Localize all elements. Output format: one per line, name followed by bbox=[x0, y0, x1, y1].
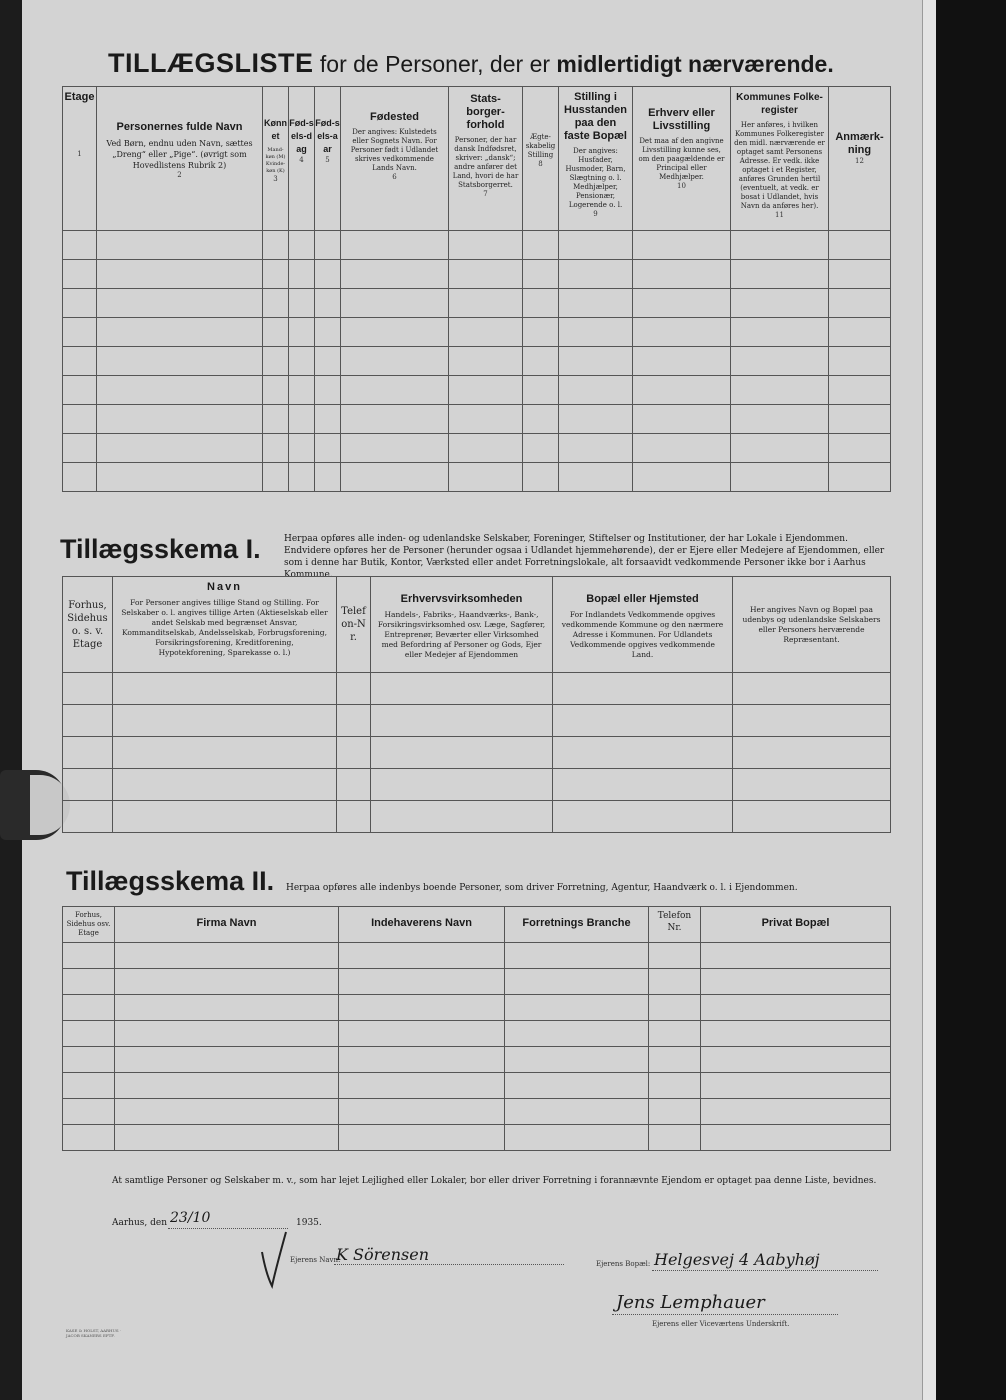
skema1-col-repraesentant: Her angives Navn og Bopæl paa udenbys og udenlandske Selskabers eller Personers herværende Repræsentant. bbox=[733, 577, 891, 673]
col-foedselsaar: Fød-sels-aar 5 bbox=[315, 87, 341, 231]
date-handwritten: 23/10 bbox=[170, 1210, 211, 1226]
col-koennet: Kønnet Mand-køn (M) Kvinde-køn (K) 3 bbox=[263, 87, 289, 231]
owner-name-handwritten: K Sörensen bbox=[336, 1245, 430, 1264]
title-prefix: TILLÆGSLISTE bbox=[108, 48, 314, 78]
skema2-col-telefon: Telefon Nr. bbox=[649, 907, 701, 943]
place-label: Aarhus, den bbox=[112, 1218, 167, 1228]
skema1-table bbox=[62, 576, 891, 833]
skema2-table bbox=[62, 906, 891, 1151]
title-mid: for de Personer, der er bbox=[313, 51, 557, 77]
owner-address-label: Ejerens Bopæl: bbox=[596, 1260, 651, 1268]
col-anmaerkning: Anmærk-ning 12 bbox=[829, 87, 891, 231]
signature-line bbox=[612, 1314, 838, 1315]
owner-address-line bbox=[652, 1270, 878, 1271]
page-edge bbox=[922, 0, 937, 1400]
declaration-text: At samtlige Personer og Selskaber m. v., som har lejet Lejlighed eller Lokaler, bor eller driver Forretning i forannævnte Ejendom er optaget paa denne Liste, bevidnes. bbox=[112, 1176, 877, 1186]
skema2-col-privat-bopael: Privat Bopæl bbox=[701, 907, 891, 943]
col-etage: Etage 1 bbox=[63, 87, 97, 231]
printer-mark: KASE & HOLST, AARHUS · JACOB SKANERS EFTF. bbox=[66, 1328, 122, 1338]
skema2-col-etage: Forhus, Sidehus osv. Etage bbox=[63, 907, 115, 943]
owner-name-line bbox=[334, 1264, 564, 1265]
col-stilling: Stilling i Husstanden paa den faste Bopæl Der angives: Husfader, Husmoder, Barn, Slægtning o. l. Medhjælper, Pensionær, Logerende o. l. 9 bbox=[559, 87, 633, 231]
skema1-title: Tillægsskema I. bbox=[60, 534, 261, 564]
col-aegteskab: Ægte-skabelig Stilling 8 bbox=[523, 87, 559, 231]
skema1-col-navn: Navn For Personer angives tillige Stand og Stilling. For Selskaber o. l. angives tillige Arten (Aktieselskab eller andet Selskab med begrænset Ansvar, Kommanditselskab, Andelsselskab, Forbrugsforening, Forsikringsforening, Kreditforening, Hypotekforening, Sparekasse o. l.) bbox=[113, 577, 337, 673]
skema2-title: Tillægsskema II. bbox=[66, 866, 275, 896]
skema1-description: Herpaa opføres alle inden- og udenlandske Selskaber, Foreninger, Stiftelser og Institutioner, der har Lokale i Ejendommen. Endvidere opføres her de Personer (herunder ogsaa i Udlandet hjemmehørende), der er Ejere eller Medejere af Ejendommen, eller som i denne har Butik, Kontor, Værksted eller andet Forretningslokale, alt forsaavidt vedkommende Personer ikke bor i Aarhus Kommune. bbox=[284, 534, 885, 580]
signature-label: Ejerens eller Viceværtens Underskrift. bbox=[652, 1320, 790, 1328]
col-folkeregister: Kommunes Folke-register Her anføres, i hvilken Kommunes Folkeregister den midl. nærværende er optaget samt Personens Adresse. Er vedk. ikke optaget i et Register, anføres Grunden hertil (eventuelt, at vedk. er bosat i Udlandet, hvis Navn da anføres her). 11 bbox=[731, 87, 829, 231]
background bbox=[936, 0, 1006, 1400]
owner-name-label: Ejerens Navn: bbox=[290, 1256, 341, 1264]
col-navn: Personernes fulde Navn Ved Børn, endnu uden Navn, sættes „Dreng“ eller „Pige“. (øvrigt som Hovedlistens Rubrik 2) 2 bbox=[97, 87, 263, 231]
page-title bbox=[108, 48, 834, 79]
col-erhverv: Erhverv eller Livsstilling Det maa af den angivne Livsstilling kunne ses, om den paagældende er Principal eller Medhjælper. 10 bbox=[633, 87, 731, 231]
skema2-col-branche: Forretnings Branche bbox=[505, 907, 649, 943]
skema1-col-erhverv: Erhvervsvirksomheden Handels-, Fabriks-, Haandværks-, Bank-, Forsikringsvirksomhed osv. Læge, Sagfører, Entreprenør, Beværter eller Virksomhed med Befordring af Personer og Gods, Ejer eller Medejer af Ejendommen bbox=[371, 577, 553, 673]
skema2-col-firma: Firma Navn bbox=[115, 907, 339, 943]
col-foedested: Fødested Der angives: Kulstedets eller Sognets Navn. For Personer født i Udlandet skrives vedkommende Lands Navn. 6 bbox=[341, 87, 449, 231]
title-bold: midlertidigt nærværende. bbox=[556, 51, 834, 77]
main-table bbox=[62, 86, 891, 492]
skema2-description: Herpaa opføres alle indenbys boende Personer, som driver Forretning, Agentur, Haandværk o. l. i Ejendommen. bbox=[286, 883, 798, 893]
owner-address-handwritten: Helgesvej 4 Aabyhøj bbox=[654, 1250, 820, 1269]
skema1-col-etage: Forhus, Sidehus o. s. v. Etage bbox=[63, 577, 113, 673]
skema1-col-telefon: Telefon-Nr. bbox=[337, 577, 371, 673]
col-statsborger: Stats-borger-forhold Personer, der har dansk Indfødsret, skriver: „dansk“; andre anfører det Land, hvori de har Statsborgerret. 7 bbox=[449, 87, 523, 231]
year-text: 1935. bbox=[296, 1218, 322, 1228]
signature-handwritten: Jens Lemphauer bbox=[616, 1292, 765, 1313]
col-foedselsdag: Fød-sels-dag 4 bbox=[289, 87, 315, 231]
skema1-col-bopael: Bopæl eller Hjemsted For Indlandets Vedkommende opgives vedkommende Kommune og den nærmere Adresse i Kommunen. For Udlandets Vedkommende opgives vedkommende Land. bbox=[553, 577, 733, 673]
skema2-col-indehaver: Indehaverens Navn bbox=[339, 907, 505, 943]
